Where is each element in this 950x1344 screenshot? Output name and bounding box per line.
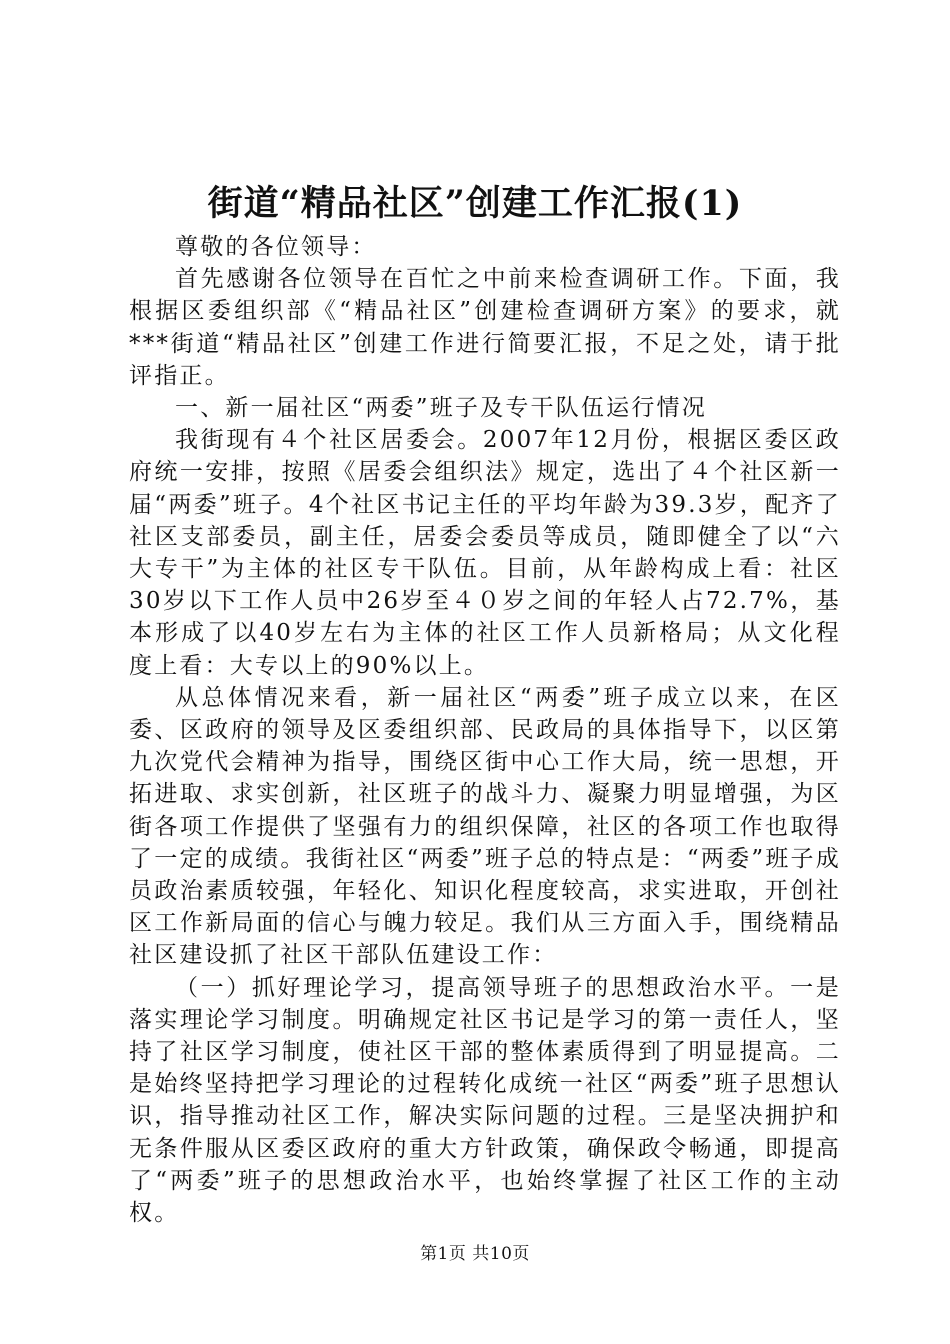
body-paragraph: （一）抓好理论学习，提高领导班子的思想政治水平。一是落实理论学习制度。明确规定社区书记是学习的第一责任人，坚持了社区学习制度，使社区干部的整体素质得到了明显提高。二是始终坚持把学习理论的过程转化成统一社区“两委”班子思想认识，指导推动社区工作，解决实际问题的过程。三是坚决拥护和无条件服从区委区政府的重大方针政策，确保政令畅通，即提高了“两委”班子的思想政治水平，也始终掌握了社区工作的主动权。 (129, 974, 841, 1227)
salutation-paragraph: 尊敬的各位领导： (175, 234, 377, 260)
document-body (129, 231, 841, 1229)
document-title: 街道“精品社区”创建工作汇报(1) (207, 183, 743, 224)
section-heading: 一、新一届社区“两委”班子及专干队伍运行情况 (175, 395, 707, 422)
body-paragraph: 从总体情况来看，新一届社区“两委”班子成立以来，在区委、区政府的领导及区委组织部、民政局的具体指导下，以区第九次党代会精神为指导，围绕区街中心工作大局，统一思想，开拓进取、求实创新，社区班子的战斗力、凝聚力明显增强，为区街各项工作提供了坚强有力的组织保障，社区的各项工作也取得了一定的成绩。我街社区“两委”班子总的特点是：“两委”班子成员政治素质较强，年轻化、知识化程度较高，求实进取，开创社区工作新局面的信心与魄力较足。我们从三方面入手，围绕精品社区建设抓了社区干部队伍建设工作： (129, 684, 841, 969)
body-paragraph: 我街现有４个社区居委会。2007年12月份，根据区委区政府统一安排，按照《居委会组织法》规定，选出了４个社区新一届“两委”班子。4个社区书记主任的平均年龄为39.3岁，配齐了社区支部委员，副主任，居委会委员等成员，随即健全了以“六大专干”为主体的社区专干队伍。目前，从年龄构成上看：社区30岁以下工作人员中26岁至４０岁之间的年轻人占72.7%，基本形成了以40岁左右为主体的社区工作人员新格局；从文化程度上看：大专以上的90%以上。 (129, 427, 841, 679)
opening-paragraph: 首先感谢各位领导在百忙之中前来检查调研工作。下面，我根据区委组织部《“精品社区”创建检查调研方案》的要求，就***街道“精品社区”创建工作进行简要汇报，不足之处，请于批评指正。 (129, 266, 841, 389)
page-number-footer: 第1页 共10页 (420, 1244, 530, 1264)
